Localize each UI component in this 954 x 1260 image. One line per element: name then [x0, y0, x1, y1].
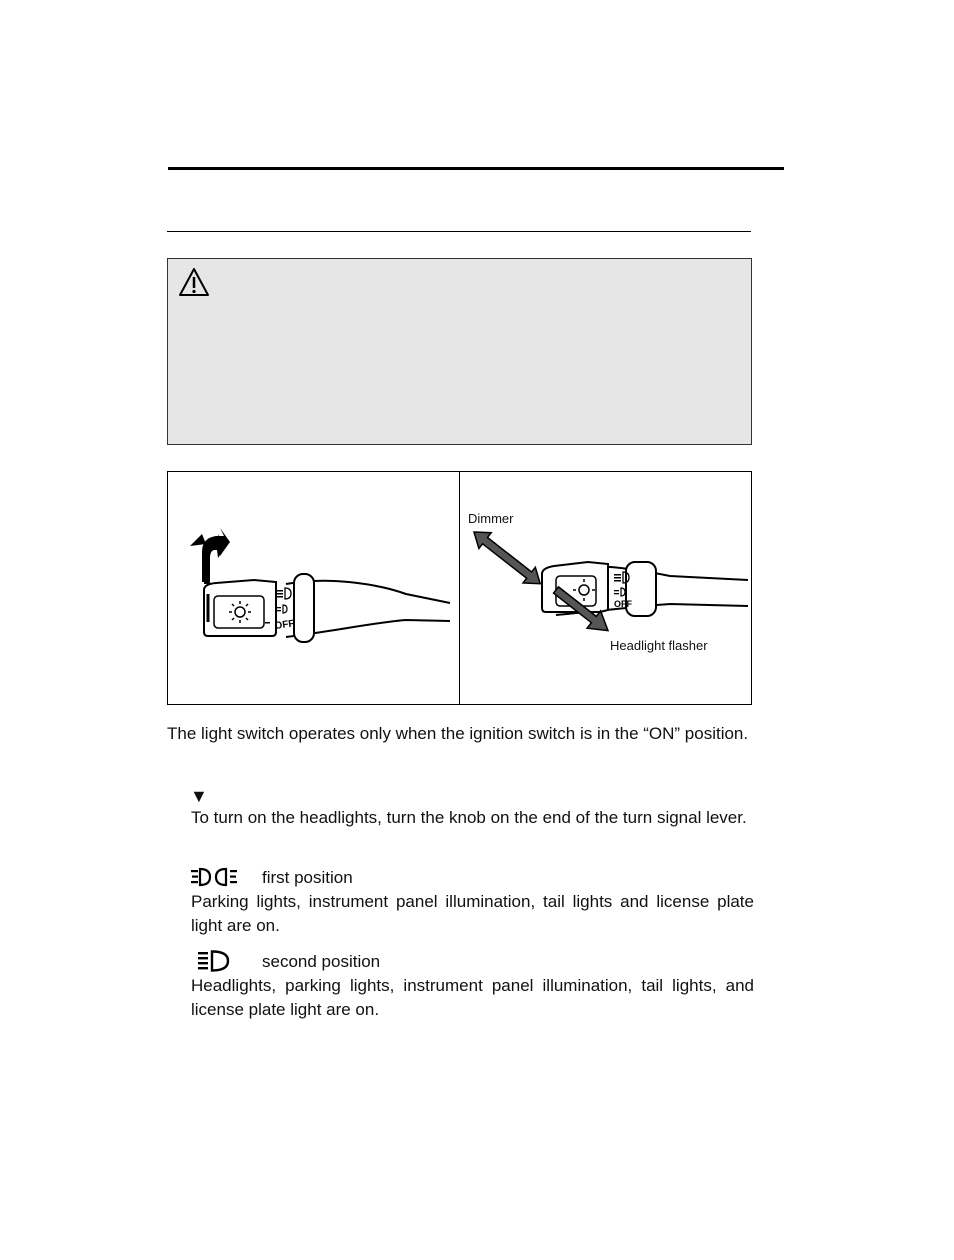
off-mark-left: OFF [273, 618, 296, 632]
figure-panel-turn-knob [168, 472, 459, 704]
light-switch-figure [167, 471, 752, 705]
turn-knob-illustration [168, 472, 459, 704]
off-position-text: To turn on the headlights, turn the knob on the end of the turn signal lever. [191, 808, 747, 827]
intro-paragraph: The light switch operates only when the ignition switch is in the “ON” position. [167, 724, 749, 743]
top-rule [168, 167, 784, 170]
warning-box [167, 258, 752, 445]
dimmer-flasher-illustration [460, 472, 752, 704]
off-mark-right: OFF [614, 599, 632, 609]
first-position-label: first position [262, 868, 353, 887]
second-position-text: Headlights, parking lights, instrument panel illumination, tail lights, and license plate light are on. [191, 976, 754, 1019]
off-position-marker: ▼ [190, 786, 208, 806]
headlight-icon [198, 950, 236, 972]
section-rule [167, 231, 751, 232]
warning-triangle-icon [178, 267, 210, 297]
first-position-text: Parking lights, instrument panel illumination, tail lights and license plate light are on. [191, 892, 754, 935]
headlight-flasher-label: Headlight flasher [610, 638, 708, 653]
second-position-label: second position [262, 952, 381, 971]
dimmer-label: Dimmer [468, 511, 514, 526]
parking-lights-icon [191, 866, 245, 888]
figure-panel-dimmer-flasher [459, 472, 752, 704]
